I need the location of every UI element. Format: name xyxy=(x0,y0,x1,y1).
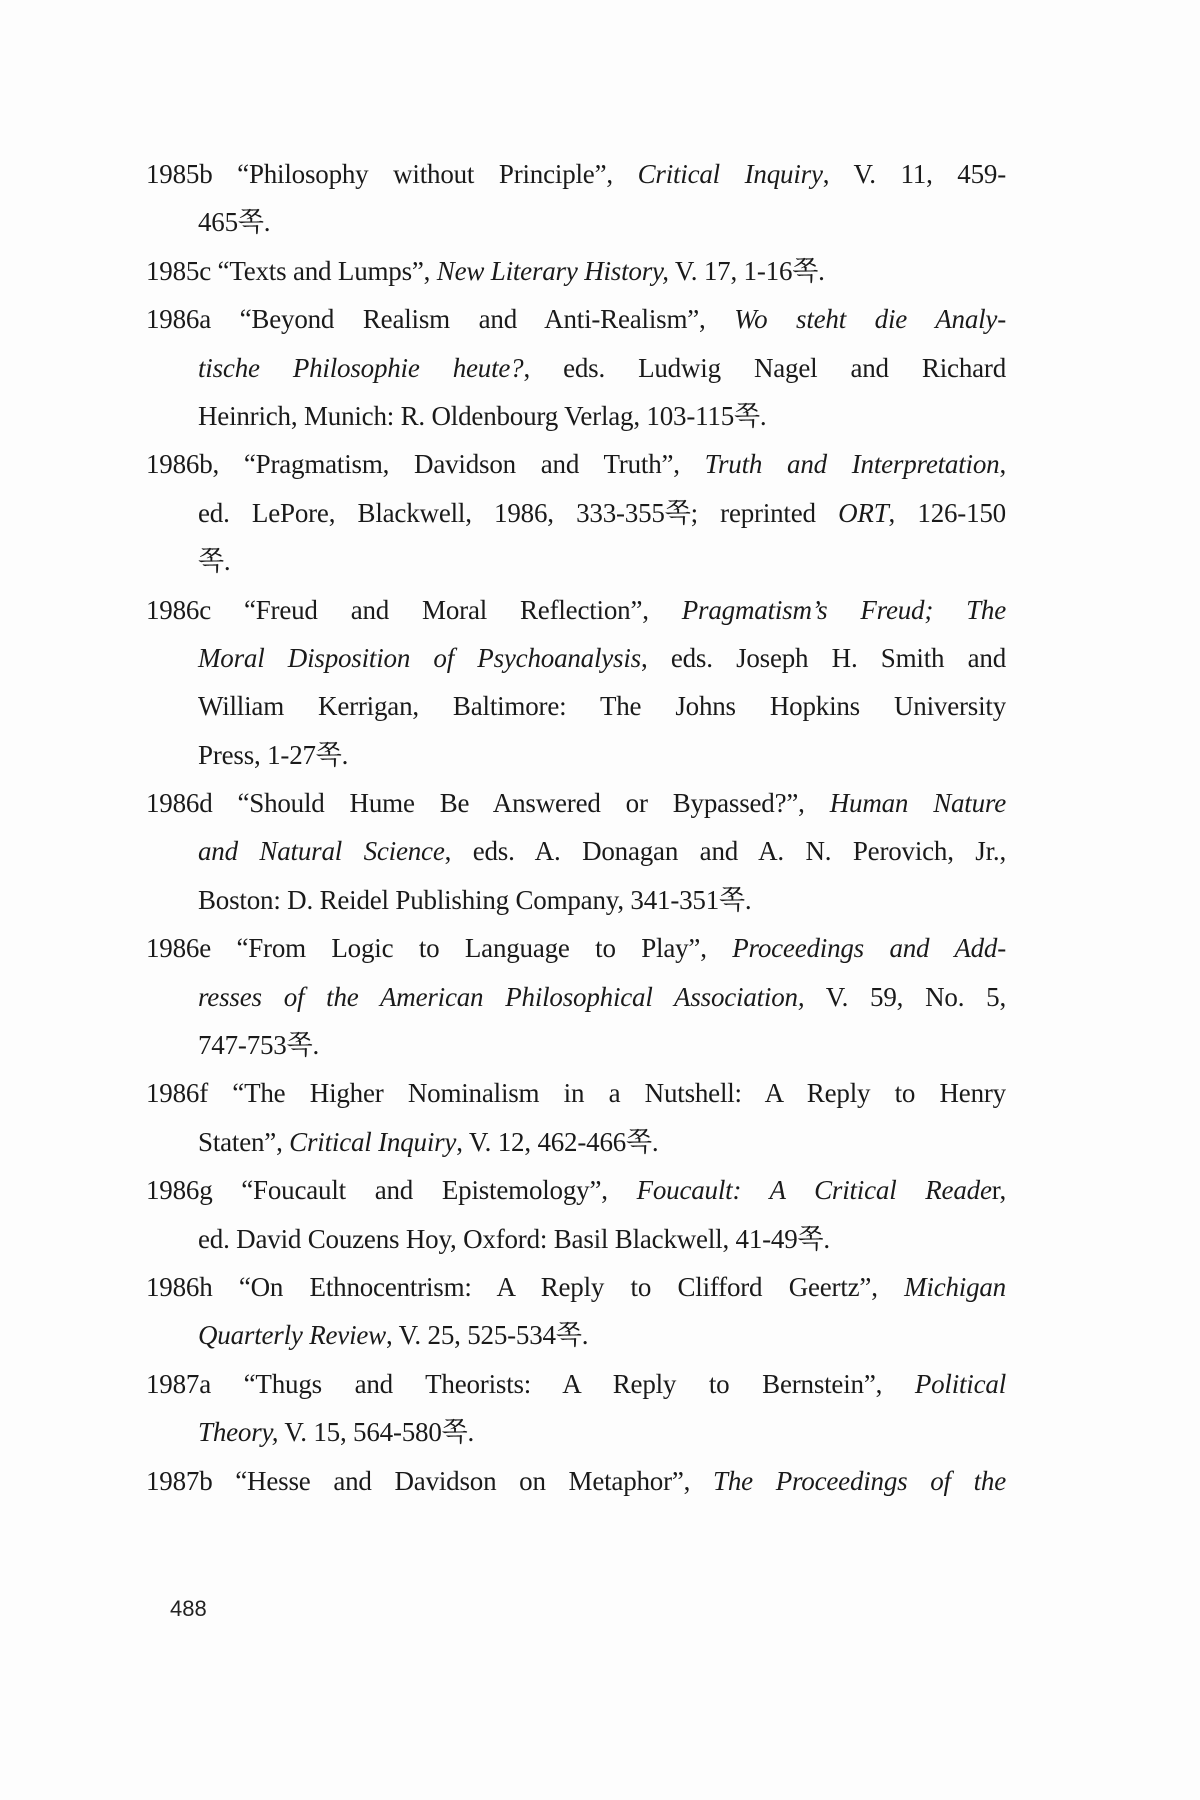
entry-text: 1986b, “Pragmatism, Davidson and Truth”, xyxy=(146,449,705,480)
italic-title-text: Human Nature xyxy=(829,788,1006,819)
entry-text: Heinrich, Munich: R. Oldenbourg Verlag, 103-115쪽. xyxy=(198,400,767,431)
entry-text: 1985c “Texts and Lumps”, xyxy=(146,255,437,286)
italic-title-text: Pragmatism’s Freud; The xyxy=(681,594,1006,625)
entry-line xyxy=(146,682,1006,730)
bibliography-entry xyxy=(146,779,1006,924)
entry-line xyxy=(146,1069,1006,1117)
entry-line xyxy=(146,150,1006,198)
entry-text: V. 59, No. 5, xyxy=(804,981,1006,1012)
entry-text: V. 15, 564-580쪽. xyxy=(278,1417,475,1448)
italic-title-text: Michigan xyxy=(904,1271,1006,1302)
italic-title-text: Political xyxy=(914,1368,1006,1399)
italic-title-text: and Natural Science xyxy=(198,836,445,867)
entry-line xyxy=(146,198,1006,246)
entry-text: , xyxy=(999,449,1006,480)
entry-text: Boston: D. Reidel Publishing Company, 341-351쪽. xyxy=(198,884,752,915)
entry-text: 1986e “From Logic to Language to Play”, xyxy=(146,933,733,964)
entry-text: Staten”, xyxy=(198,1126,290,1157)
entry-text: 1986c “Freud and Moral Reflection”, xyxy=(146,594,682,625)
italic-title-text: The Proceedings of the xyxy=(713,1465,1006,1496)
entry-text: 쪽. xyxy=(198,546,231,577)
entry-line xyxy=(146,1311,1006,1359)
entry-text: Press, 1-27쪽. xyxy=(198,739,349,770)
bibliography-entry xyxy=(146,1360,1006,1457)
entry-text: 1987b “Hesse and Davidson on Metaphor”, xyxy=(146,1465,714,1496)
entry-line xyxy=(146,924,1006,972)
entry-line xyxy=(146,392,1006,440)
italic-title-text: tische Philosophie heute? xyxy=(198,352,524,383)
entry-text: V. 17, 1-16쪽. xyxy=(668,255,825,286)
bibliography-entry xyxy=(146,1069,1006,1166)
entry-text: 1986d “Should Hume Be Answered or Bypassed?”, xyxy=(146,788,830,819)
italic-title-text: Proceedings and Add- xyxy=(732,933,1006,964)
entry-line xyxy=(146,827,1006,875)
bibliography-entry xyxy=(146,1263,1006,1360)
bibliography-entry xyxy=(146,440,1006,585)
entry-line xyxy=(146,973,1006,1021)
entry-line xyxy=(146,344,1006,392)
entry-text: , eds. Ludwig Nagel and Richard xyxy=(523,352,1006,383)
entry-line xyxy=(146,247,1006,295)
italic-title-text: ORT xyxy=(838,497,889,528)
entry-line xyxy=(146,537,1006,585)
italic-title-text: Foucault: A Critical Reade xyxy=(636,1175,992,1206)
entry-line xyxy=(146,731,1006,779)
entry-text: 1985b “Philosophy without Principle”, xyxy=(146,159,638,189)
bibliography-entry xyxy=(146,150,1006,247)
entry-text: 1986g “Foucault and Epistemology”, xyxy=(146,1175,637,1206)
entry-text: , V. 11, 459- xyxy=(822,159,1006,189)
entry-text: ed. David Couzens Hoy, Oxford: Basil Blackwell, 41-49쪽. xyxy=(198,1223,830,1254)
bibliography-entry xyxy=(146,1166,1006,1263)
entry-text: , 126-150 xyxy=(888,497,1006,528)
entry-line xyxy=(146,1360,1006,1408)
italic-title-text: Moral Disposition of Psychoanalysis xyxy=(198,642,641,673)
bibliography-entry xyxy=(146,586,1006,780)
entry-text: , V. 25, 525-534쪽. xyxy=(386,1320,589,1351)
entry-line xyxy=(146,489,1006,537)
entry-text: 465쪽. xyxy=(198,207,271,238)
entry-text: 1987a “Thugs and Theorists: A Reply to Bernstein”, xyxy=(146,1368,915,1399)
page-number: 488 xyxy=(170,1596,207,1621)
bibliography-entry xyxy=(146,1457,1006,1505)
entry-line xyxy=(146,295,1006,343)
entry-text: , eds. Joseph H. Smith and xyxy=(640,642,1006,673)
italic-title-text: resses of the American Philosophical Association, xyxy=(198,981,805,1012)
entry-line xyxy=(146,440,1006,488)
bibliography-entry xyxy=(146,924,1006,1069)
entry-line xyxy=(146,876,1006,924)
italic-title-text: Truth and Interpretation xyxy=(704,449,1000,480)
bibliography-entry xyxy=(146,247,1006,295)
entry-line xyxy=(146,1457,1006,1505)
bibliography-entry xyxy=(146,295,1006,440)
italic-title-text: Critical Inquiry xyxy=(637,159,823,189)
entry-text: 1986f “The Higher Nominalism in a Nutshell: A Reply to Henry xyxy=(146,1078,1006,1109)
entry-text: 747-753쪽. xyxy=(198,1030,320,1061)
italic-title-text: Critical Inquiry xyxy=(289,1126,457,1157)
entry-line xyxy=(146,1263,1006,1311)
italic-title-text: Wo steht die Analy- xyxy=(734,304,1006,335)
entry-line xyxy=(146,1166,1006,1214)
entry-line xyxy=(146,779,1006,827)
entry-text: William Kerrigan, Baltimore: The Johns Hopkins University xyxy=(198,691,1006,722)
entry-line xyxy=(146,1118,1006,1166)
entry-text: 1986h “On Ethnocentrism: A Reply to Clifford Geertz”, xyxy=(146,1271,905,1302)
entry-text: 1986a “Beyond Realism and Anti-Realism”, xyxy=(146,304,735,335)
entry-text: , eds. A. Donagan and A. N. Perovich, Jr., xyxy=(444,836,1006,867)
entry-text: r, xyxy=(991,1175,1006,1206)
entry-line xyxy=(146,634,1006,682)
bibliography-list xyxy=(146,150,1006,1505)
italic-title-text: Quarterly Review xyxy=(198,1320,386,1351)
entry-line xyxy=(146,1408,1006,1456)
entry-text: ed. LePore, Blackwell, 1986, 333-355쪽; reprinted xyxy=(198,497,839,528)
entry-line xyxy=(146,586,1006,634)
italic-title-text: Theory, xyxy=(198,1417,279,1448)
entry-line xyxy=(146,1021,1006,1069)
entry-line xyxy=(146,1215,1006,1263)
italic-title-text: New Literary History, xyxy=(436,255,669,286)
entry-text: , V. 12, 462-466쪽. xyxy=(456,1126,659,1157)
